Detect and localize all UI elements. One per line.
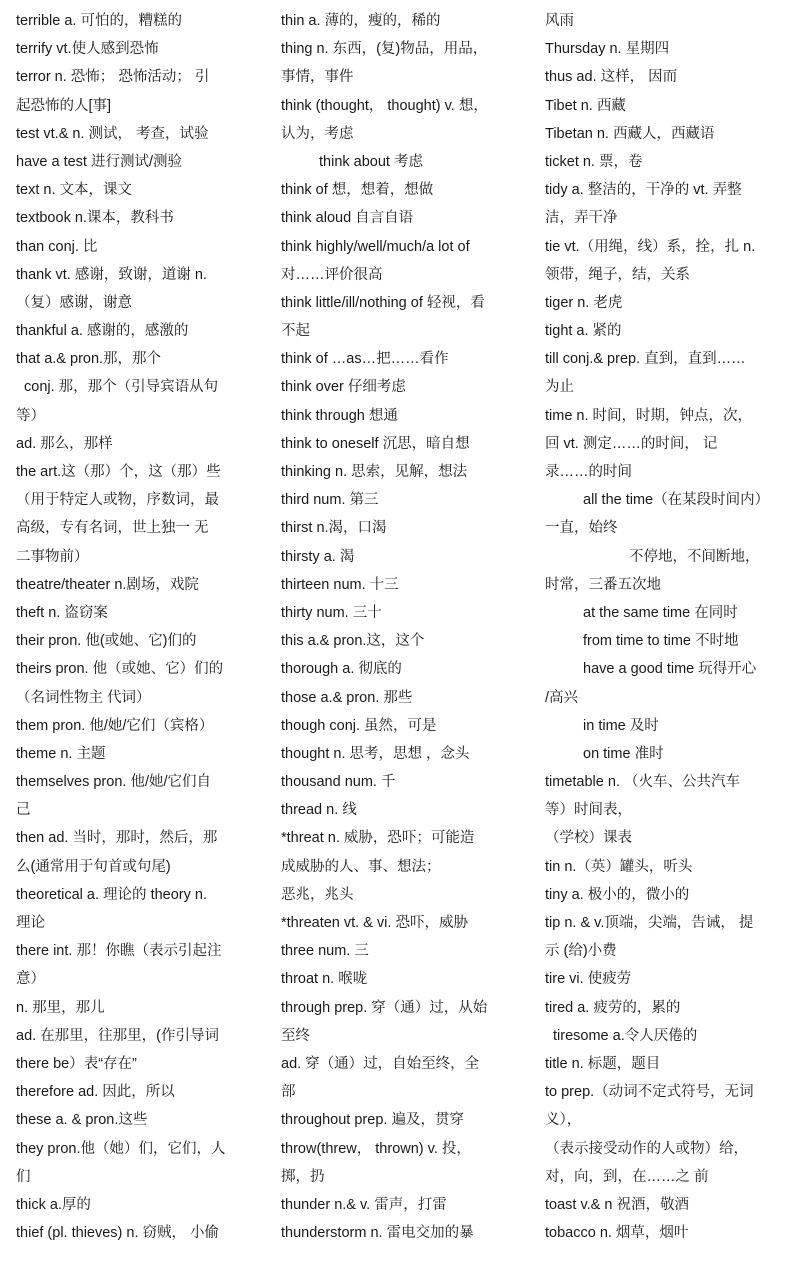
vocab-entry-line: theatre/theater n.剧场，戏院 xyxy=(16,576,199,593)
vocab-entry-line: thought n. 思考，思想 ，念头 xyxy=(281,745,470,762)
vocab-entry-line: theoretical a. 理论的 theory n. xyxy=(16,886,207,903)
vocab-entry-line: thousand num. 千 xyxy=(281,774,396,791)
vocab-entry-line: thank vt. 感谢，致谢，道谢 n. xyxy=(16,266,207,283)
vocab-entry-line: than conj. 比 xyxy=(16,238,98,255)
vocab-entry-line: 己 xyxy=(16,802,31,819)
vocab-entry-line: tidy a. 整洁的，干净的 vt. 弄整 xyxy=(545,182,742,199)
vocab-entry-line: theirs pron. 他（或她、它）们的 xyxy=(16,661,224,678)
vocab-entry-line: in time 及时 xyxy=(583,717,659,734)
vocab-entry-line: third num. 第三 xyxy=(281,492,379,509)
vocab-entry-line: 录……的时间 xyxy=(545,464,632,480)
vocab-entry-line: 不起 xyxy=(281,323,310,340)
vocab-entry-line: have a good time 玩得开心 xyxy=(583,661,757,678)
vocab-entry-line: at the same time 在同时 xyxy=(583,604,738,621)
vocab-entry-line: thread n. 线 xyxy=(281,802,357,819)
vocab-entry-line: tired a. 疲劳的，累的 xyxy=(545,999,681,1016)
vocab-entry-line: those a.& pron. 那些 xyxy=(281,689,413,706)
vocab-entry-line: 认为，考虑 xyxy=(281,125,354,142)
vocab-entry-line: think (thought， thought) v. 想， xyxy=(281,97,488,114)
vocab-entry-line: （复）感谢，谢意 xyxy=(16,294,132,311)
column-3 xyxy=(545,7,781,1247)
vocab-entry-line: timetable n. （火车、公共汽车 xyxy=(545,774,740,791)
vocab-entry-line: think over 仔细考虑 xyxy=(281,379,406,396)
vocab-entry-line: theft n. 盗窃案 xyxy=(16,604,108,621)
vocab-entry-line: 对，向，到，在……之 前 xyxy=(545,1168,709,1185)
vocab-entry-line: tip n. & v.顶端，尖端，告诫， 提 xyxy=(545,915,754,931)
vocab-entry-line: this a.& pron.这，这个 xyxy=(281,633,425,650)
vocab-entry-line: /高兴 xyxy=(545,689,579,706)
vocab-entry-line: ad. 在那里，往那里，(作引导词 xyxy=(16,1027,220,1044)
vocab-entry-line: 么(通常用于句首或句尾) xyxy=(16,858,171,875)
vocab-entry-line: Tibet n. 西藏 xyxy=(545,97,626,114)
vocab-entry-line: think of 想，想着，想做 xyxy=(281,182,434,199)
vocab-entry-line: tiny a. 极小的，微小的 xyxy=(545,886,690,903)
vocab-entry-line: ad. 穿（通）过，自始至终，全 xyxy=(281,1055,480,1072)
vocab-entry-line: 为止 xyxy=(545,379,574,396)
vocab-entry-line: till conj.& prep. 直到，直到…… xyxy=(545,351,746,368)
vocab-entry-line: them pron. 他/她/它们（宾格） xyxy=(16,717,214,734)
vocab-entry-line: tobacco n. 烟草，烟叶 xyxy=(545,1225,689,1242)
vocab-entry-line: 不停地，不间断地， xyxy=(629,548,760,565)
vocab-entry-line: their pron. 他(或她、它)们的 xyxy=(16,633,197,650)
vocab-entry-line: thief (pl. thieves) n. 窃贼， 小偷 xyxy=(16,1225,220,1242)
vocab-entry-line: 时常，三番五次地 xyxy=(545,576,661,593)
vocab-entry-line: 们 xyxy=(16,1168,31,1185)
vocab-entry-line: think highly/well/much/a lot of xyxy=(281,238,470,255)
vocab-entry-line: thorough a. 彻底的 xyxy=(281,661,402,678)
vocab-entry-line: throw(threw， thrown) v. 投， xyxy=(281,1140,471,1157)
vocab-entry-line: think of …as…把……看作 xyxy=(281,351,449,368)
vocab-entry-line: Tibetan n. 西藏人，西藏语 xyxy=(545,125,715,142)
vocab-entry-line: text n. 文本，课文 xyxy=(16,182,133,199)
vocab-entry-line: think aloud 自言自语 xyxy=(281,210,414,227)
vocab-entry-line: theme n. 主题 xyxy=(16,745,106,762)
vocab-entry-line: 一直，始终 xyxy=(545,520,618,537)
vocab-entry-line: 掷，扔 xyxy=(281,1168,325,1185)
vocab-entry-line: thick a.厚的 xyxy=(16,1196,91,1213)
vocab-entry-line: these a. & pron.这些 xyxy=(16,1112,148,1129)
vocab-entry-line: on time 准时 xyxy=(583,745,664,762)
vocab-entry-line: thankful a. 感谢的，感激的 xyxy=(16,323,189,340)
vocab-entry-line: there be）表“存在” xyxy=(16,1055,137,1072)
vocab-entry-line: 二事物前） xyxy=(16,548,89,565)
vocab-entry-line: 成威胁的人、事、想法； xyxy=(281,858,441,875)
vocab-entry-line: （学校）课表 xyxy=(545,830,632,847)
vocab-entry-line: *threaten vt. & vi. 恐吓，威胁 xyxy=(281,915,468,931)
column-1 xyxy=(16,7,248,1247)
vocab-entry-line: thirst n.渴，口渴 xyxy=(281,520,387,537)
vocab-entry-line: from time to time 不时地 xyxy=(583,633,739,650)
vocab-entry-line: three num. 三 xyxy=(281,943,369,960)
vocab-entry-line: time n. 时间，时期，钟点，次， xyxy=(545,407,753,424)
vocab-entry-line: n. 那里，那儿 xyxy=(16,999,105,1016)
vocab-entry-line: ticket n. 票，卷 xyxy=(545,153,643,170)
vocab-entry-line: thirteen num. 十三 xyxy=(281,576,399,593)
vocab-entry-line: tire vi. 使疲劳 xyxy=(545,971,632,988)
vocab-entry-line: tiresome a.令人厌倦的 xyxy=(553,1027,698,1044)
vocab-entry-line: 风雨 xyxy=(545,13,574,29)
vocab-entry-line: through prep. 穿（通）过，从始 xyxy=(281,999,488,1016)
vocab-entry-line: test vt.& n. 测试， 考查，试验 xyxy=(16,125,209,142)
vocab-entry-line: （表示接受动作的人或物）给， xyxy=(545,1140,748,1157)
vocab-entry-line: 对……评价很高 xyxy=(281,266,383,283)
vocab-entry-line: 高级，专有名词，世上独一 无 xyxy=(16,520,209,537)
vocab-entry-line: 示 (给)小费 xyxy=(545,943,617,960)
vocab-entry-line: thin a. 薄的，瘦的，稀的 xyxy=(281,13,441,29)
vocab-entry-line: 义）， xyxy=(545,1112,582,1129)
vocab-entry-line: tight a. 紧的 xyxy=(545,323,622,340)
vocab-entry-line: 至终 xyxy=(281,1027,310,1044)
vocab-entry-line: toast v.& n 祝酒，敬酒 xyxy=(545,1196,689,1213)
vocab-entry-line: throughout prep. 遍及，贯穿 xyxy=(281,1112,464,1129)
vocab-entry-line: terrible a. 可怕的，糟糕的 xyxy=(16,13,182,29)
vocab-entry-line: throat n. 喉咙 xyxy=(281,971,368,988)
vocab-entry-line: 等）时间表， xyxy=(545,802,632,819)
vocab-entry-line: terrify vt.使人感到恐怖 xyxy=(16,41,159,58)
vocab-entry-line: they pron.他（她）们，它们，人 xyxy=(16,1140,226,1157)
vocab-entry-line: think about 考虑 xyxy=(319,153,423,170)
vocab-entry-line: tin n.（英）罐头，听头 xyxy=(545,858,693,875)
vocab-entry-line: though conj. 虽然，可是 xyxy=(281,717,437,734)
vocab-entry-line: 洁，弄干净 xyxy=(545,210,618,227)
vocab-entry-line: 等） xyxy=(16,407,45,424)
vocab-entry-line: 恶兆，兆头 xyxy=(281,886,354,903)
vocab-entry-line: 起恐怖的人[事] xyxy=(16,97,112,114)
column-2 xyxy=(281,7,513,1247)
vocab-entry-line: then ad. 当时，那时，然后，那 xyxy=(16,830,218,847)
vocab-entry-line: （用于特定人或物，序数词，最 xyxy=(16,492,219,509)
vocab-entry-line: thirty num. 三十 xyxy=(281,604,382,621)
vocab-entry-line: 回 vt. 测定……的时间， 记 xyxy=(545,435,718,452)
vocab-entry-line: terror n. 恐怖； 恐怖活动； 引 xyxy=(16,69,210,86)
vocab-entry-line: think to oneself 沉思，暗自想 xyxy=(281,435,470,452)
vocab-entry-line: tie vt.（用绳，线）系，拴，扎 n. xyxy=(545,238,756,255)
vocab-entry-line: have a test 进行测试/测验 xyxy=(16,153,182,170)
vocab-entry-line: thirsty a. 渴 xyxy=(281,548,355,565)
vocab-entry-line: thinking n. 思索，见解，想法 xyxy=(281,464,468,480)
vocab-entry-line: 部 xyxy=(281,1084,296,1101)
vocab-entry-line: title n. 标题，题目 xyxy=(545,1055,661,1072)
vocab-entry-line: 意） xyxy=(16,971,45,988)
vocab-entry-line: conj. 那，那个（引导宾语从句 xyxy=(24,379,219,396)
vocab-entry-line: thunder n.& v. 雷声，打雷 xyxy=(281,1196,447,1213)
vocab-entry-line: think little/ill/nothing of 轻视，看 xyxy=(281,294,485,311)
vocab-entry-line: thing n. 东西，(复)物品，用品， xyxy=(281,41,488,58)
vocab-entry-line: all the time（在某段时间内） xyxy=(583,492,770,509)
vocab-entry-line: that a.& pron.那，那个 xyxy=(16,351,162,368)
vocab-entry-line: thus ad. 这样， 因而 xyxy=(545,69,678,86)
vocab-entry-line: 事情，事件 xyxy=(281,69,354,86)
vocab-entry-line: thunderstorm n. 雷电交加的暴 xyxy=(281,1225,474,1242)
vocab-entry-line: themselves pron. 他/她/它们自 xyxy=(16,774,211,791)
vocab-entry-line: ad. 那么，那样 xyxy=(16,435,113,452)
vocab-entry-line: the art.这（那）个，这（那）些 xyxy=(16,464,221,480)
vocab-entry-line: （名词性物主 代词） xyxy=(16,689,151,706)
vocab-entry-line: textbook n.课本，教科书 xyxy=(16,210,174,227)
vocab-entry-line: *threat n. 威胁，恐吓；可能造 xyxy=(281,830,475,847)
vocab-entry-line: to prep.（动词不定式符号，无词 xyxy=(545,1084,754,1101)
vocab-entry-line: 理论 xyxy=(16,915,45,931)
vocab-entry-line: there int. 那！你瞧（表示引起注 xyxy=(16,943,222,960)
vocab-entry-line: think through 想通 xyxy=(281,407,398,424)
vocab-entry-line: tiger n. 老虎 xyxy=(545,294,623,311)
vocab-entry-line: 领带，绳子，结，关系 xyxy=(545,266,690,283)
vocab-entry-line: therefore ad. 因此，所以 xyxy=(16,1084,175,1101)
vocab-entry-line: Thursday n. 星期四 xyxy=(545,41,670,58)
